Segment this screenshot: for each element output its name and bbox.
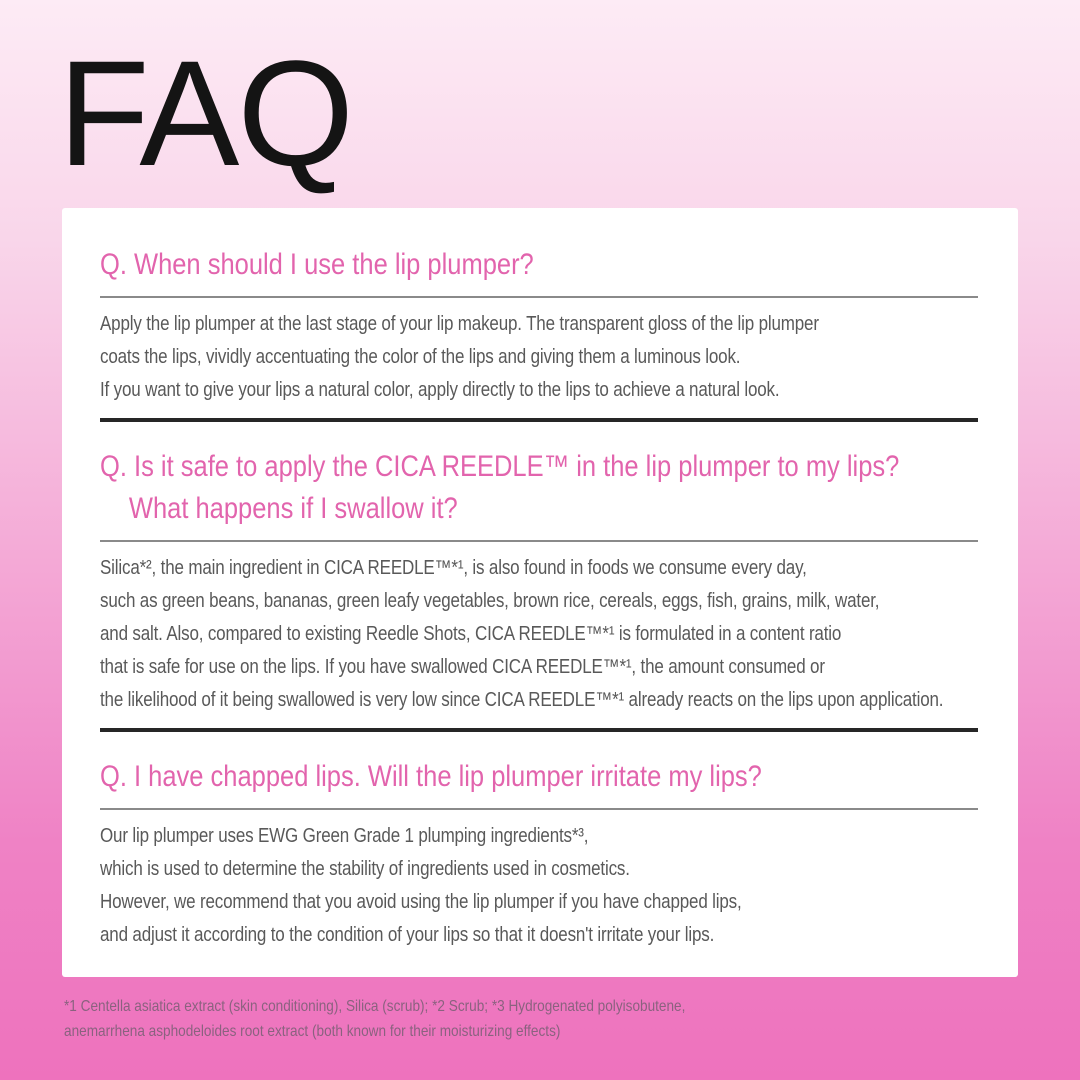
faq-card: [62, 208, 1018, 977]
answer-text: [100, 308, 978, 407]
answer-line: Our lip plumper uses EWG Green Grade 1 plumping ingredients*³,: [100, 825, 589, 847]
page-title: FAQ: [58, 29, 353, 197]
section-divider: [100, 728, 978, 732]
footnote-line: anemarrhena asphodeloides root extract (both known for their moisturizing effects): [64, 1023, 561, 1040]
answer-line: the likelihood of it being swallowed is very low since CICA REEDLE™*¹ already reacts on the lips upon application.: [100, 689, 944, 711]
answer-line: and salt. Also, compared to existing Reedle Shots, CICA REEDLE™*¹ is formulated in a content ratio: [100, 623, 842, 645]
answer-line: Apply the lip plumper at the last stage of your lip makeup. The transparent gloss of the lip plumper: [100, 313, 819, 335]
question-divider: [100, 296, 978, 298]
answer-line: If you want to give your lips a natural color, apply directly to the lips to achieve a natural look.: [100, 379, 780, 401]
footnote: [64, 994, 1054, 1044]
question-line: Q. I have chapped lips. Will the lip plumper irritate my lips?: [100, 760, 762, 793]
question-line: Q. When should I use the lip plumper?: [100, 248, 534, 281]
footnote-line: *1 Centella asiatica extract (skin conditioning), Silica (scrub); *2 Scrub; *3 Hydrogenated polyisobutene,: [64, 998, 686, 1015]
question-text: [100, 756, 978, 798]
answer-text: [100, 820, 978, 952]
faq-section: [100, 756, 978, 952]
faq-section: [100, 244, 978, 407]
question-line: What happens if I swallow it?: [128, 492, 458, 525]
answer-line: Silica*², the main ingredient in CICA REEDLE™*¹, is also found in foods we consume every day,: [100, 557, 807, 579]
faq-sections: [100, 244, 978, 952]
section-divider: [100, 418, 978, 422]
answer-line: coats the lips, vividly accentuating the color of the lips and giving them a luminous look.: [100, 346, 741, 368]
answer-line: which is used to determine the stability of ingredients used in cosmetics.: [100, 858, 630, 880]
question-line: Q. Is it safe to apply the CICA REEDLE™ in the lip plumper to my lips?: [100, 450, 900, 483]
answer-text: [100, 552, 978, 717]
answer-line: and adjust it according to the condition of your lips so that it doesn't irritate your lips.: [100, 924, 715, 946]
question-text: [100, 244, 978, 286]
question-divider: [100, 540, 978, 542]
faq-section: [100, 446, 978, 717]
answer-line: that is safe for use on the lips. If you have swallowed CICA REEDLE™*¹, the amount consumed or: [100, 656, 825, 678]
answer-line: However, we recommend that you avoid using the lip plumper if you have chapped lips,: [100, 891, 742, 913]
question-divider: [100, 808, 978, 810]
answer-line: such as green beans, bananas, green leafy vegetables, brown rice, cereals, eggs, fish, grains, milk, water,: [100, 590, 880, 612]
question-text: [100, 446, 978, 530]
